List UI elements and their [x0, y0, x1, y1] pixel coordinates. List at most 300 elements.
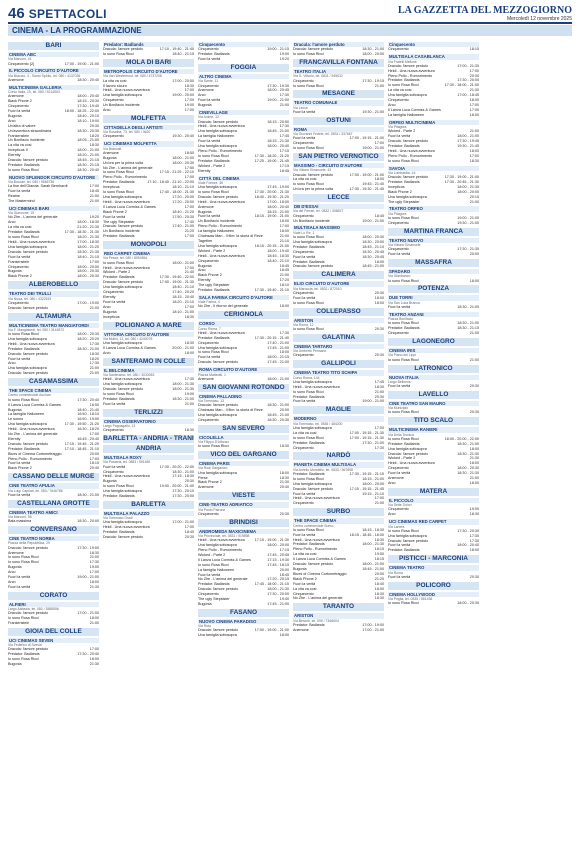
- showtimes: 17:40: [184, 219, 194, 224]
- cinema-address: Piazza Matteotti, 1: [198, 372, 226, 377]
- showtimes: 17:30: [279, 93, 289, 98]
- showtimes: 17:30 - 19:40 - 22:00: [159, 275, 194, 280]
- showtimes: 18:00 - 20:40: [267, 204, 289, 209]
- showtime-row: [198, 485, 289, 490]
- film-title: Bugonia: [8, 113, 22, 118]
- film-title: La vita va così: [8, 143, 32, 148]
- film-title: Io sono Rosa Ricci: [8, 397, 39, 402]
- cinema-name: TEATRO ITALIA: [293, 69, 384, 74]
- cinema-name: TEATRO ORFEO: [388, 206, 479, 211]
- film-title: Io sono Rosa Ricci: [388, 278, 419, 283]
- showtimes: 17:40 - 18:00 - 21:30: [159, 190, 194, 195]
- film-title: La vita va così: [293, 177, 317, 182]
- cinema-name: IL PICCOLO CIRCUITO D'AUTORE: [8, 68, 99, 73]
- showtimes: 18:00: [469, 461, 479, 466]
- film-title: Heidi - Una nuova avventura: [103, 525, 150, 530]
- cinema-name: CITTADELLA DEGLI ARTISTI: [103, 125, 194, 130]
- showtimes: 17:30 - 19:40: [77, 104, 99, 109]
- showtimes: 18:00: [374, 300, 384, 305]
- city-heading: SAN PIETRO VERNOTICO: [293, 153, 384, 161]
- city-heading: POLIGNANO A MARE: [103, 322, 194, 330]
- film-title: Fuori la verità: [293, 532, 316, 537]
- showtimes: 17:00 - 19:00 - 21:00: [254, 628, 289, 633]
- film-title: Fuori la verità: [8, 109, 31, 114]
- film-title: Cinquecento: [198, 340, 219, 345]
- showtimes: 17:20 - 20:00: [172, 195, 194, 200]
- showtimes: 18:30: [89, 351, 99, 356]
- film-title: Una famiglia sottosopra: [388, 533, 427, 538]
- showtimes: 19:00: [184, 391, 194, 396]
- showtimes: 21:00: [89, 366, 99, 371]
- showtimes: 19:00 - 21:00: [457, 215, 479, 220]
- showtimes: 18:20: [89, 356, 99, 361]
- cinema-name: TEATRO COMUNALE: [293, 100, 384, 105]
- showtimes: 17:00 - 21:00: [362, 627, 384, 632]
- film-title: Cinquecento: [198, 83, 219, 88]
- film-title: Cinquecento: [103, 98, 124, 103]
- cinema-name: CICOLELLA: [198, 435, 289, 440]
- cinema-name: MULTICINEMA TEATRO MANGIATORDI: [8, 323, 99, 328]
- cinema-name: MULTISALA PALAZZO: [103, 511, 194, 516]
- film-title: Arco: [103, 304, 111, 309]
- showtimes: 17:45 - 21:00: [267, 345, 289, 350]
- cinema-address: Via Rosalba, 73, tel. 080 / 3620: [103, 130, 151, 135]
- film-title: Io sono Rosa Ricci: [293, 389, 324, 394]
- film-title: Fuori la verità: [103, 299, 126, 304]
- cinema-name: CITTÀ DEL CINEMA: [198, 176, 289, 181]
- showtimes: 18:00 - 21:30: [172, 382, 194, 387]
- film-title: La famiglia Halloween: [198, 567, 235, 572]
- showtimes: 19:00: [89, 565, 99, 570]
- film-title: Anemone: [198, 88, 214, 93]
- film-title: Cinquecento: [388, 98, 409, 103]
- film-title: Arco: [388, 480, 396, 485]
- film-title: Heidi - Una nuova avventura: [8, 239, 55, 244]
- showtimes: 17:10 - 18:45 - 21:10: [64, 446, 99, 451]
- film-title: Cinquecento: [293, 213, 314, 218]
- city-heading: CERIGNOLA: [198, 311, 289, 319]
- cinema-name: CINE TEATRO SAN MAURO: [388, 401, 479, 406]
- film-title: Io sono Rosa Ricci: [8, 555, 39, 560]
- showtimes: 18:30 - 21:00: [457, 304, 479, 309]
- showtimes: 17:15: [279, 148, 289, 153]
- film-title: Wicked - Parte 2: [198, 163, 226, 168]
- cinema-name: CINEMA OSSERVATORIO: [103, 419, 194, 424]
- film-title: Dracula: l'amore perduto: [198, 403, 239, 408]
- showtimes: 21:00: [279, 234, 289, 239]
- film-title: Bugonia: [103, 155, 117, 160]
- showtimes: 18:00: [89, 616, 99, 621]
- showtimes: 18:40 - 20:10: [77, 113, 99, 118]
- cinema-name: IL BELCINEMA: [103, 368, 194, 373]
- showtimes: 18:00 - 20:40: [457, 543, 479, 548]
- showtimes: 17:30: [374, 445, 384, 450]
- showtimes: 18:10 - 19:00: [77, 118, 99, 123]
- film-title: Io sono Rosa Ricci: [293, 527, 324, 532]
- showtime-row: [8, 585, 99, 590]
- city-heading: SANTERAMO IN COLLE: [103, 358, 194, 366]
- showtimes: 21:20: [184, 229, 194, 234]
- film-title: Dracula: l'amore perduto: [8, 611, 49, 616]
- film-title: Il Lanza Luca Cormiss & Games: [103, 345, 156, 350]
- showtimes: 18:00 - 20:40: [77, 94, 99, 99]
- film-title: Heidi - Una nuova avventura: [388, 68, 435, 73]
- showtimes: 18:20: [89, 133, 99, 138]
- city-heading: GIOIA DEL COLLE: [8, 628, 99, 636]
- showtime-row: [198, 304, 289, 309]
- film-title: Pleno Pollo - Rumorimento: [388, 153, 433, 158]
- showtimes: 18:45: [279, 268, 289, 273]
- film-title: Una famiglia sottosopra: [293, 481, 332, 486]
- showtime-row: [293, 146, 384, 151]
- film-title: Fuori la verità: [198, 355, 221, 360]
- film-title: Io sono Rosa Ricci: [293, 234, 324, 239]
- showtimes: 18:00 - 20:00: [267, 543, 289, 548]
- cinema-address: Via Della Tecnica: [388, 432, 414, 437]
- showtimes: 18:30 - 21:00: [457, 441, 479, 446]
- showtimes: 18:45 - 21:15: [77, 158, 99, 163]
- film-title: Io sono Rosa Ricci: [388, 158, 419, 163]
- film-title: Una famiglia sottosopra: [198, 345, 237, 350]
- film-title: Reame: [8, 194, 20, 199]
- film-title: Predator: Badlands: [198, 288, 230, 293]
- film-title: Bugonia: [198, 601, 212, 606]
- film-title: Dracula: l'amore perduto: [198, 587, 239, 592]
- showtimes: 18:15: [469, 47, 479, 52]
- film-title: Una famiglia sottosopra: [103, 489, 142, 494]
- showtimes: 18:00 - 20:00: [457, 189, 479, 194]
- showtimes: 17:50: [184, 165, 194, 170]
- showtimes: 18:30: [469, 158, 479, 163]
- showtimes: 18:00 - 21:15: [267, 355, 289, 360]
- cinema-name: UCI CINEMAS MOLFETTA: [103, 141, 194, 146]
- showtimes: 17:40 - 21:00: [267, 340, 289, 345]
- film-title: No Zhe - L'anima del generale: [293, 596, 343, 601]
- showtimes: 18:20 - 21:30: [77, 235, 99, 240]
- cinema-name: Cinquecento: [198, 42, 289, 47]
- cinema-address: Via Umberto Pennario: [293, 349, 327, 354]
- film-title: Io sono Rosa Ricci: [198, 444, 229, 449]
- city-heading: POTENZA: [388, 285, 479, 293]
- showtime-row: [8, 493, 99, 498]
- showtimes: 18:00 - 20:30: [77, 269, 99, 274]
- showtimes: 20:00: [279, 567, 289, 572]
- showtime-row: [198, 57, 289, 62]
- showtime-row: [388, 331, 479, 336]
- film-title: Una famiglia sottosopra: [388, 194, 427, 199]
- cinema-address: Via Maroccia, tel. 0832 / 872010: [293, 286, 342, 291]
- showtimes: 20:00 - 21:00: [172, 345, 194, 350]
- section-title: SPETTACOLI: [28, 7, 107, 21]
- cinema-address: Via Sette Dolori: [388, 503, 412, 508]
- cinema-name: ELIO CIRCUITO D'AUTORE: [293, 281, 384, 286]
- cinema-name: VITTORIA CIRCUITO D'AUTORE: [103, 332, 194, 337]
- showtimes: 20:30: [469, 574, 479, 579]
- showtimes: 18:30 - 21:15: [457, 326, 479, 331]
- showtimes: 18:00: [469, 446, 479, 451]
- showtimes: 17:30: [89, 560, 99, 565]
- showtimes: 17:00 - 21:30: [457, 63, 479, 68]
- film-title: La vita va così: [103, 78, 127, 83]
- cinema-address: Via Sante, 11: [198, 79, 219, 84]
- film-title: Dracula: l'amore perduto: [293, 562, 334, 567]
- showtime-row: [103, 535, 194, 540]
- film-title: Dracula: l'amore perduto: [8, 305, 49, 310]
- showtime-row: [8, 662, 99, 667]
- showtimes: 18:30 - 20:40: [77, 167, 99, 172]
- film-title: Dracula: l'amore perduto: [198, 360, 239, 365]
- film-title: Una famiglia sottosopra: [198, 412, 237, 417]
- showtimes: 18:15 - 20:50: [267, 119, 289, 124]
- film-title: Pleno Pollo - Rumorimento: [198, 547, 243, 552]
- film-title: Pleno Pollo - Rumorimento: [293, 547, 338, 552]
- showtimes: 18:00 - 21:00: [267, 376, 289, 381]
- cinema-address: Via Vittorio Emanuele, 43: [293, 168, 332, 173]
- film-title: Un Bonifacio incidente: [103, 229, 140, 234]
- city-heading: TITO SCALO: [388, 417, 479, 425]
- film-title: Cinquecento: [388, 466, 409, 471]
- film-title: Predator: Badlands: [388, 441, 420, 446]
- showtimes: 19:20: [89, 215, 99, 220]
- cinema-name: CINEMA PALLADINO: [198, 394, 289, 399]
- cinema-address: Largo Abbazia, tel. 080 / 3588556: [8, 607, 59, 612]
- cinema-name: Dracula: l'amore perduto: [293, 42, 384, 47]
- cinema-name: RED CARPET CINEMA: [103, 251, 194, 256]
- showtimes: 18:30: [279, 444, 289, 449]
- film-title: Anemone: [293, 627, 309, 632]
- city-heading: GALATINA: [293, 334, 384, 342]
- film-title: No Zhe - L'anima del generale: [103, 165, 153, 170]
- film-title: Un'avventura straordinaria: [8, 128, 52, 133]
- showtimes: 18:45: [89, 189, 99, 194]
- showtimes: 21:30: [89, 662, 99, 667]
- city-heading: BRINDISI: [198, 519, 289, 527]
- cinema-name: SALA FARINA CIRCUITO D'AUTORE: [198, 295, 289, 300]
- film-title: Dracula: l'amore perduto: [103, 535, 144, 540]
- film-title: Cinquecento: [103, 134, 124, 139]
- showtimes: 18:00 - 21:00: [77, 148, 99, 153]
- film-title: Fuori la verità: [198, 98, 221, 103]
- film-title: Il Lanza Luca Cormiss & Games: [103, 204, 156, 209]
- showtimes: 17:15 - 21:29 - 22:10: [159, 170, 194, 175]
- film-title: Predator: Badlands: [293, 259, 325, 264]
- cinema-address: Corso Roma, 7: [198, 326, 221, 331]
- film-title: Cinquecento: [388, 47, 409, 52]
- film-title: Un'altra di valore: [8, 123, 36, 128]
- showtimes: 19:00 - 21:00: [362, 399, 384, 404]
- city-heading: BARLETTA: [103, 501, 194, 509]
- cinema-address: Via Puglia, tel. 0835 / 581438: [388, 596, 433, 601]
- showtimes: 19:20: [279, 57, 289, 62]
- masthead: [398, 6, 572, 22]
- film-title: Un'ora per la prima volta: [293, 187, 334, 192]
- showtimes: 17:30 - 19:00 - 21:00: [444, 175, 479, 180]
- film-title: Black Phone 2: [198, 273, 222, 278]
- showtimes: 18:00: [374, 586, 384, 591]
- film-title: Le sonno: [8, 417, 24, 422]
- showtimes: 18:00 - 21:30: [267, 587, 289, 592]
- showtimes: 17:30 - 19:00: [77, 545, 99, 550]
- cinema-address: Via Anime, 12: [198, 115, 219, 120]
- city-heading: MESAGNE: [293, 90, 384, 98]
- showtime-row: [8, 519, 99, 524]
- film-title: Predator: Badlands: [8, 230, 40, 235]
- showtimes: 19:30 - 21:45: [457, 143, 479, 148]
- cinema-name: ANDROMEDA MAXICINEMA: [198, 529, 289, 534]
- film-title: La vita va così: [293, 430, 317, 435]
- film-title: Predator: Badlands: [8, 446, 40, 451]
- city-heading: TERLIZZI: [103, 409, 194, 417]
- city-heading: CASTELLANA GROTTE: [8, 500, 99, 508]
- film-title: No Zhe - Il ritorno del generale: [198, 304, 249, 309]
- showtimes: 18:00: [469, 548, 479, 553]
- cinema-name: MULTICINEMA RANIERI: [388, 427, 479, 432]
- film-title: Io sono Rosa Ricci: [388, 83, 419, 88]
- city-heading: LATRONICO: [388, 365, 479, 373]
- showtime-row: [103, 428, 194, 433]
- cinema-name: SAVOIA: [388, 166, 479, 171]
- showtime-row: [293, 446, 384, 451]
- showtimes: 18:45: [279, 263, 289, 268]
- film-title: Fuori la verità: [8, 189, 31, 194]
- cinema-address: Via Provinciale, tel. 0831 / 519898: [198, 533, 250, 538]
- city-heading: FASANO: [198, 609, 289, 617]
- showtimes: 18:30: [184, 314, 194, 319]
- film-title: Anemone: [8, 94, 24, 99]
- film-title: Chainsaw Man - Il film: la storia di Reze: [198, 234, 263, 239]
- showtimes: 17:00: [184, 108, 194, 113]
- showtimes: 17:00 - 18:30: [77, 239, 99, 244]
- film-title: Fuori la verità: [388, 304, 411, 309]
- showtime-row: [198, 169, 289, 174]
- city-heading: MOLFETTA: [103, 115, 194, 123]
- film-title: Fuori la verità: [293, 136, 316, 141]
- showtimes: 18:15 - 20:30: [77, 99, 99, 104]
- showtimes: 21:00: [374, 83, 384, 88]
- film-title: Heidi - Una nuova avventura: [198, 330, 245, 335]
- cinema-address: Via dei Ferrari, tel. 0832 / 308527: [293, 209, 344, 214]
- showtimes: 17:00: [279, 224, 289, 229]
- showtimes: 18:00: [279, 633, 289, 638]
- showtimes: 17:15 - 19:15 - 21:45: [349, 486, 384, 491]
- showtimes: 20:30: [374, 327, 384, 332]
- film-title: Io sono Rosa Ricci: [388, 321, 419, 326]
- showtimes: 21:00: [469, 129, 479, 134]
- showtime-row: [388, 358, 479, 363]
- showtimes: 18:50: [184, 150, 194, 155]
- film-title: Incepticus: [103, 314, 120, 319]
- showtime-row: [103, 52, 194, 57]
- showtimes: 18:30: [184, 341, 194, 346]
- showtimes: 18:00 - 20:30: [77, 332, 99, 337]
- film-title: Cinquecento: [388, 220, 409, 225]
- film-title: Fuori la verità: [388, 134, 411, 139]
- showtimes: 17:00: [469, 68, 479, 73]
- showtimes: 18:00: [89, 657, 99, 662]
- city-heading: COLLEPASSO: [293, 308, 384, 316]
- showtimes: 18:00 - 20:30: [457, 466, 479, 471]
- cinema-name: UCI CINEMAS SEVEN: [8, 638, 99, 643]
- showtimes: 17:00: [184, 304, 194, 309]
- city-heading: CORATO: [8, 592, 99, 600]
- cinema-name: CINE-TEATRO ADRIATICO: [198, 502, 289, 507]
- city-heading: GALLIPOLI: [293, 360, 384, 368]
- showtimes: 20:30: [469, 73, 479, 78]
- film-title: Io sono Rosa Ricci: [103, 190, 134, 195]
- listing-heading: CINEMA - LA PROGRAMMAZIONE: [8, 25, 572, 36]
- cinema-name: UCI CINEMAS RED CARPET: [388, 519, 479, 524]
- showtimes: 18:40 - 21:15: [172, 52, 194, 57]
- showtimes: 17:00: [89, 570, 99, 575]
- cinema-name: ROMA: [293, 127, 384, 132]
- cinema-address: Via Lombardia, 44: [388, 170, 416, 175]
- showtime-row: [388, 548, 479, 553]
- showtimes: 18:30 - 21:00: [77, 492, 99, 497]
- showtime-row: [103, 315, 194, 320]
- showtime-row: [198, 288, 289, 293]
- film-title: Io sono Rosa Ricci: [388, 528, 419, 533]
- showtimes: 18:30: [89, 550, 99, 555]
- showtimes: 21:30: [89, 584, 99, 589]
- city-heading: LAGONEGRO: [388, 338, 479, 346]
- film-title: Black Phone 2: [8, 99, 32, 104]
- showtimes: 17:30 - 20:00: [457, 78, 479, 83]
- listing-column: [198, 40, 289, 836]
- showtimes: 18:15: [374, 557, 384, 562]
- film-title: Fuori la verità: [103, 464, 126, 469]
- showtimes: 17:00: [469, 102, 479, 107]
- showtimes: 17:30 - 20:40: [77, 397, 99, 402]
- city-heading: MARTINA FRANCA: [388, 228, 479, 236]
- showtimes: 20:30: [469, 410, 479, 415]
- cinema-name: CINE TEATRO APULIA: [8, 483, 99, 488]
- film-title: Io sono Rosa Ricci: [388, 357, 419, 362]
- showtimes: 21:00: [374, 389, 384, 394]
- showtimes: 21:20 - 21:30: [77, 225, 99, 230]
- showtimes: 17:30 - 19:15 - 21:15: [349, 471, 384, 476]
- film-title: Una famiglia sottosopra: [103, 520, 142, 525]
- showtimes: 18:20 - 20:20: [77, 336, 99, 341]
- film-title: Una famiglia sottosopra: [103, 341, 142, 346]
- film-title: Eternity: [198, 168, 211, 173]
- cinema-address: Via Filippo D'Alfonso: [198, 440, 230, 445]
- showtimes: 21:00: [89, 555, 99, 560]
- film-title: Io sono Rosa Ricci: [8, 560, 39, 565]
- showtimes: 17:30 - 20:20 - 22:00: [159, 464, 194, 469]
- city-heading: TARANTO: [293, 603, 384, 611]
- film-title: Bugonia: [198, 103, 212, 108]
- film-title: Cinquecento: [388, 247, 409, 252]
- film-title: Perse: [198, 475, 208, 480]
- cinema-name: Predator: Badlands: [103, 42, 194, 47]
- film-title: Anemone: [103, 150, 119, 155]
- cinema-address: Via Aurelio Mondello, tel. 0833 / 567898: [293, 467, 353, 472]
- showtimes: 21:00: [89, 371, 99, 376]
- showtimes: 18:30 - 21:00: [172, 469, 194, 474]
- showtimes: 16:45 - 20:40: [77, 436, 99, 441]
- showtimes: 18:00: [469, 148, 479, 153]
- film-title: Dracula: l'amore perduto: [388, 138, 429, 143]
- showtime-row: [388, 159, 479, 164]
- cinema-address: Piazza Bonifacio: [388, 317, 414, 322]
- cinema-name: CINEMA TEATRO: [388, 565, 479, 570]
- film-title: Dracula: l'amore perduto: [8, 441, 49, 446]
- cinema-address: Centro commerciale Surbo: [293, 523, 334, 528]
- cinema-name: TEATRO DEI TRULLI: [8, 291, 99, 296]
- film-title: Dracula: l'amore perduto: [8, 371, 49, 376]
- showtimes: 17:15 - 19:00 - 21:30: [254, 538, 289, 543]
- film-title: Incepticus: [103, 185, 120, 190]
